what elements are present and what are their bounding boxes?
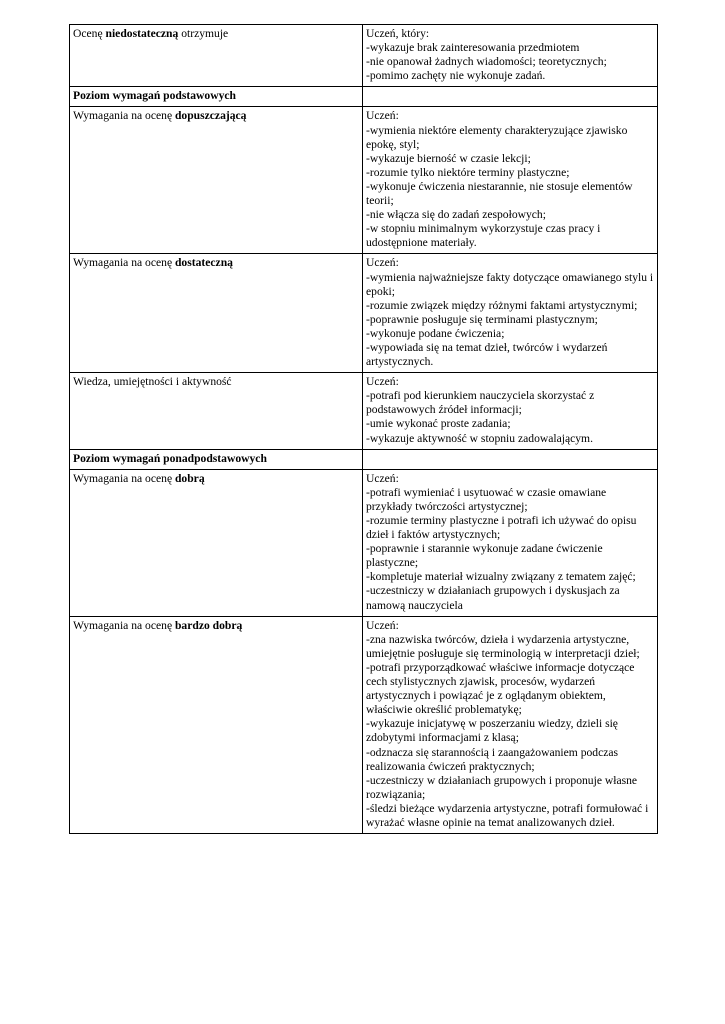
requirement-line: -zna nazwiska twórców, dzieła i wydarzenia artystyczne, umiejętnie posługuje się terminologią w interpretacji dzieł;: [366, 632, 640, 660]
grade-label-prefix: Wymagania na ocenę: [73, 618, 175, 632]
requirement-line: -pomimo zachęty nie wykonuje zadań.: [366, 69, 546, 83]
requirement-line: Uczeń:: [366, 471, 399, 485]
requirement-line: -umie wykonać proste zadania;: [366, 417, 511, 431]
table-row: [70, 469, 658, 616]
section-title: Poziom wymagań ponadpodstawowych: [70, 449, 363, 469]
grade-label-suffix: otrzymuje: [178, 27, 229, 40]
requirement-line: Uczeń:: [366, 618, 399, 632]
grade-label-cell: [70, 25, 363, 87]
table-body: [70, 25, 658, 834]
requirement-line: -nie opanował żadnych wiadomości; teoretycznych;: [366, 55, 607, 69]
requirement-line: -wymienia najważniejsze fakty dotyczące omawianego stylu i epoki;: [366, 270, 654, 298]
grade-label-prefix: Wiedza, umiejętności i aktywność: [73, 375, 232, 389]
requirement-line: -uczestniczy w działaniach grupowych i proponuje własne rozwiązania;: [366, 773, 638, 801]
requirement-line: Uczeń:: [366, 256, 399, 270]
grade-label-cell: [70, 107, 363, 254]
requirement-line: -wymienia niektóre elementy charakteryzujące zjawisko epokę, styl;: [366, 123, 628, 151]
section-header-row: [70, 449, 658, 469]
requirement-line: -śledzi bieżące wydarzenia artystyczne, potrafi formułować i wyrażać własne opinie na temat analizowanych dzieł.: [366, 801, 649, 829]
requirement-line: -kompletuje materiał wizualny związany z tematem zajęć;: [366, 570, 636, 584]
grade-label-cell: [70, 254, 363, 373]
requirement-line: -odznacza się starannością i zaangażowaniem podczas realizowania ćwiczeń praktycznych;: [366, 745, 619, 773]
section-header-row: [70, 87, 658, 107]
requirement-line: -poprawnie posługuje się terminami plastycznym;: [366, 312, 598, 326]
requirement-line: -uczestniczy w działaniach grupowych i dyskusjach za namową nauczyciela: [366, 584, 620, 612]
requirement-line: -potrafi wymieniać i usytuować w czasie omawiane przykłady twórczości artystycznej;: [366, 485, 607, 513]
requirement-line: -w stopniu minimalnym wykorzystuje czas pracy i udostępnione materiały.: [366, 222, 601, 250]
grade-label-prefix: Wymagania na ocenę: [73, 256, 175, 270]
requirements-cell: [363, 107, 658, 254]
requirements-cell: [363, 616, 658, 833]
grade-label-bold: dobrą: [174, 471, 205, 485]
requirement-line: -wykazuje bierność w czasie lekcji;: [366, 151, 531, 165]
section-title: Poziom wymagań podstawowych: [70, 87, 363, 107]
requirement-line: -potrafi przyporządkować właściwe informacje dotyczące cech stylistycznych zjawisk, procesów, wydarzeń artystycznych i powiązać je z oglądanym obiektem, właściwie określić problematykę;: [366, 660, 635, 717]
requirement-line: Uczeń, który:: [366, 27, 430, 40]
requirements-cell: [363, 373, 658, 449]
grade-label-cell: [70, 469, 363, 616]
requirement-line: -rozumie tylko niektóre terminy plastyczne;: [366, 165, 570, 179]
grading-requirements-table: [69, 24, 658, 834]
requirement-line: -nie włącza się do zadań zespołowych;: [366, 208, 546, 222]
grade-label-bold: niedostateczną: [105, 27, 179, 40]
table-row: [70, 25, 658, 87]
grade-label-bold: bardzo dobrą: [174, 618, 243, 632]
requirement-line: -wykazuje aktywność w stopniu zadowalającym.: [366, 431, 593, 445]
requirement-line: -wykonuje ćwiczenia niestarannie, nie stosuje elementów teorii;: [366, 179, 633, 208]
grade-label-bold: dostateczną: [174, 256, 233, 270]
requirement-line: -potrafi pod kierunkiem nauczyciela skorzystać z podstawowych źródeł informacji;: [366, 389, 595, 417]
requirements-cell: [363, 25, 658, 87]
requirement-line: -wykazuje inicjatywę w poszerzaniu wiedzy, dzieli się zdobytymi informacjami z klasą;: [366, 717, 618, 745]
requirement-line: -rozumie związek między różnymi faktami artystycznymi;: [366, 298, 638, 312]
requirement-line: -wykazuje brak zainteresowania przedmiotem: [366, 41, 580, 55]
empty-cell: [363, 449, 658, 469]
requirement-line: Uczeń:: [366, 109, 399, 123]
grade-label-prefix: Ocenę: [73, 27, 106, 40]
requirements-cell: [363, 254, 658, 373]
requirement-line: -wykonuje podane ćwiczenia;: [366, 326, 505, 340]
requirement-line: -rozumie terminy plastyczne i potrafi ich używać do opisu dzieł i faktów artystycznych;: [366, 514, 637, 542]
requirement-line: -poprawnie i starannie wykonuje zadane ćwiczenie plastyczne;: [366, 542, 603, 570]
table-row: [70, 254, 658, 373]
grade-label-bold: dopuszczającą: [174, 109, 247, 123]
grade-label-prefix: Wymagania na ocenę: [73, 109, 175, 123]
grade-label-prefix: Wymagania na ocenę: [73, 471, 175, 485]
grade-label-cell: [70, 373, 363, 449]
requirements-cell: [363, 469, 658, 616]
table-row: [70, 107, 658, 254]
requirement-line: -wypowiada się na temat dzieł, twórców i wydarzeń artystycznych.: [366, 340, 608, 369]
table-row: [70, 616, 658, 833]
grade-label-cell: [70, 616, 363, 833]
table-row: [70, 373, 658, 449]
empty-cell: [363, 87, 658, 107]
requirement-line: Uczeń:: [366, 375, 399, 389]
